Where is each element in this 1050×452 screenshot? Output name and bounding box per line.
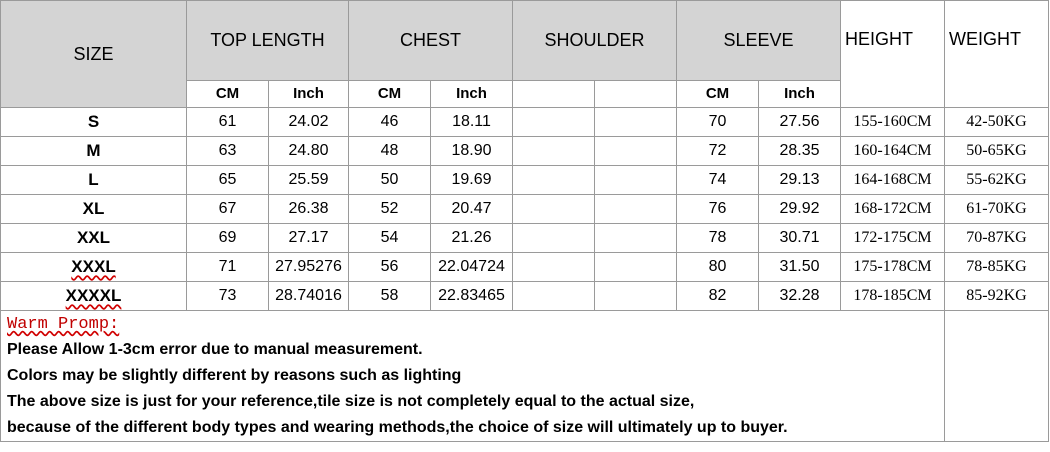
sleeve-header: SLEEVE [677,1,841,81]
sleeve-inch-cell: 30.71 [759,224,841,253]
size-cell: L [1,166,187,195]
shoulder-inch-cell [595,253,677,282]
height-cell: 178-185CM [841,282,945,311]
weight-cell: 50-65KG [945,137,1049,166]
weight-cell: 70-87KG [945,224,1049,253]
height-cell: 155-160CM [841,108,945,137]
shoulder-cm-cell [513,282,595,311]
weight-cell: 78-85KG [945,253,1049,282]
table-row [1,108,1049,137]
size-cell [1,253,187,282]
size-cell: XXL [1,224,187,253]
chest-cm-cell: 46 [349,108,431,137]
sleeve-cm-cell: 78 [677,224,759,253]
shoulder-header: SHOULDER [513,1,677,81]
top-length-cm-unit: CM [187,80,269,107]
shoulder-inch-cell [595,195,677,224]
top-length-inch-cell: 27.95276 [269,253,349,282]
note-row [1,337,1049,363]
table-row [1,224,1049,253]
weight-cell: 55-62KG [945,166,1049,195]
shoulder-cm-cell [513,195,595,224]
weight-cell: 61-70KG [945,195,1049,224]
sleeve-cm-cell: 74 [677,166,759,195]
note-row [1,415,1049,442]
sleeve-cm-cell: 76 [677,195,759,224]
sleeve-cm-unit: CM [677,80,759,107]
shoulder-cm-cell [513,253,595,282]
size-cell: S [1,108,187,137]
chest-inch-unit: Inch [431,80,513,107]
size-cell [1,282,187,311]
note-side-blank [945,311,1049,442]
warm-prompt-title-text: Warm Promp: [7,314,120,334]
sleeve-cm-cell: 80 [677,253,759,282]
table-row [1,166,1049,195]
size-cell-text: XXXL [71,257,116,276]
top-length-inch-cell: 28.74016 [269,282,349,311]
height-header: HEIGHT [841,1,945,108]
shoulder-inch-cell [595,282,677,311]
note-title-row [1,311,1049,338]
size-cell: XL [1,195,187,224]
top-length-inch-cell: 26.38 [269,195,349,224]
top-length-cm-cell: 71 [187,253,269,282]
sleeve-inch-cell: 27.56 [759,108,841,137]
top-length-cm-cell: 63 [187,137,269,166]
chest-cm-cell: 54 [349,224,431,253]
chest-cm-cell: 58 [349,282,431,311]
shoulder-inch-unit [595,80,677,107]
shoulder-cm-cell [513,224,595,253]
top-length-header: TOP LENGTH [187,1,349,81]
table-row [1,253,1049,282]
table-row [1,282,1049,311]
shoulder-inch-cell [595,166,677,195]
sleeve-inch-unit: Inch [759,80,841,107]
shoulder-inch-cell [595,224,677,253]
chest-inch-cell: 22.83465 [431,282,513,311]
shoulder-cm-cell [513,137,595,166]
top-length-cm-cell: 65 [187,166,269,195]
sleeve-inch-cell: 28.35 [759,137,841,166]
sleeve-inch-cell: 29.92 [759,195,841,224]
sleeve-inch-cell: 31.50 [759,253,841,282]
top-length-inch-cell: 24.02 [269,108,349,137]
height-cell: 160-164CM [841,137,945,166]
chest-cm-unit: CM [349,80,431,107]
sleeve-cm-cell: 82 [677,282,759,311]
chest-cm-cell: 48 [349,137,431,166]
chest-inch-cell: 19.69 [431,166,513,195]
chest-cm-cell: 50 [349,166,431,195]
chest-inch-cell: 18.90 [431,137,513,166]
top-length-cm-cell: 73 [187,282,269,311]
height-cell: 172-175CM [841,224,945,253]
size-header: SIZE [1,1,187,108]
top-length-inch-cell: 24.80 [269,137,349,166]
height-cell: 164-168CM [841,166,945,195]
shoulder-cm-cell [513,108,595,137]
header-row [1,1,1049,81]
note-row [1,389,1049,415]
weight-cell: 42-50KG [945,108,1049,137]
note-line: because of the different body types and wearing methods,the choice of size will ultimately up to buyer. [1,415,945,442]
height-cell: 168-172CM [841,195,945,224]
shoulder-inch-cell [595,137,677,166]
height-cell: 175-178CM [841,253,945,282]
weight-cell: 85-92KG [945,282,1049,311]
chest-inch-cell: 18.11 [431,108,513,137]
sleeve-cm-cell: 70 [677,108,759,137]
chest-header: CHEST [349,1,513,81]
chest-inch-cell: 22.04724 [431,253,513,282]
table-row [1,195,1049,224]
warm-prompt-title [1,311,945,338]
note-line: Please Allow 1-3cm error due to manual measurement. [1,337,945,363]
shoulder-cm-unit [513,80,595,107]
note-line: Colors may be slightly different by reasons such as lighting [1,363,945,389]
top-length-inch-cell: 27.17 [269,224,349,253]
top-length-inch-cell: 25.59 [269,166,349,195]
chest-inch-cell: 21.26 [431,224,513,253]
table-row [1,137,1049,166]
note-line: The above size is just for your reference,tile size is not completely equal to the actual size, [1,389,945,415]
sleeve-inch-cell: 32.28 [759,282,841,311]
top-length-inch-unit: Inch [269,80,349,107]
chest-cm-cell: 52 [349,195,431,224]
top-length-cm-cell: 67 [187,195,269,224]
shoulder-cm-cell [513,166,595,195]
sleeve-cm-cell: 72 [677,137,759,166]
size-cell-text: XXXXL [65,286,122,305]
chest-inch-cell: 20.47 [431,195,513,224]
top-length-cm-cell: 61 [187,108,269,137]
shoulder-inch-cell [595,108,677,137]
note-row [1,363,1049,389]
chest-cm-cell: 56 [349,253,431,282]
top-length-cm-cell: 69 [187,224,269,253]
size-cell: M [1,137,187,166]
weight-header: WEIGHT [945,1,1049,108]
sleeve-inch-cell: 29.13 [759,166,841,195]
